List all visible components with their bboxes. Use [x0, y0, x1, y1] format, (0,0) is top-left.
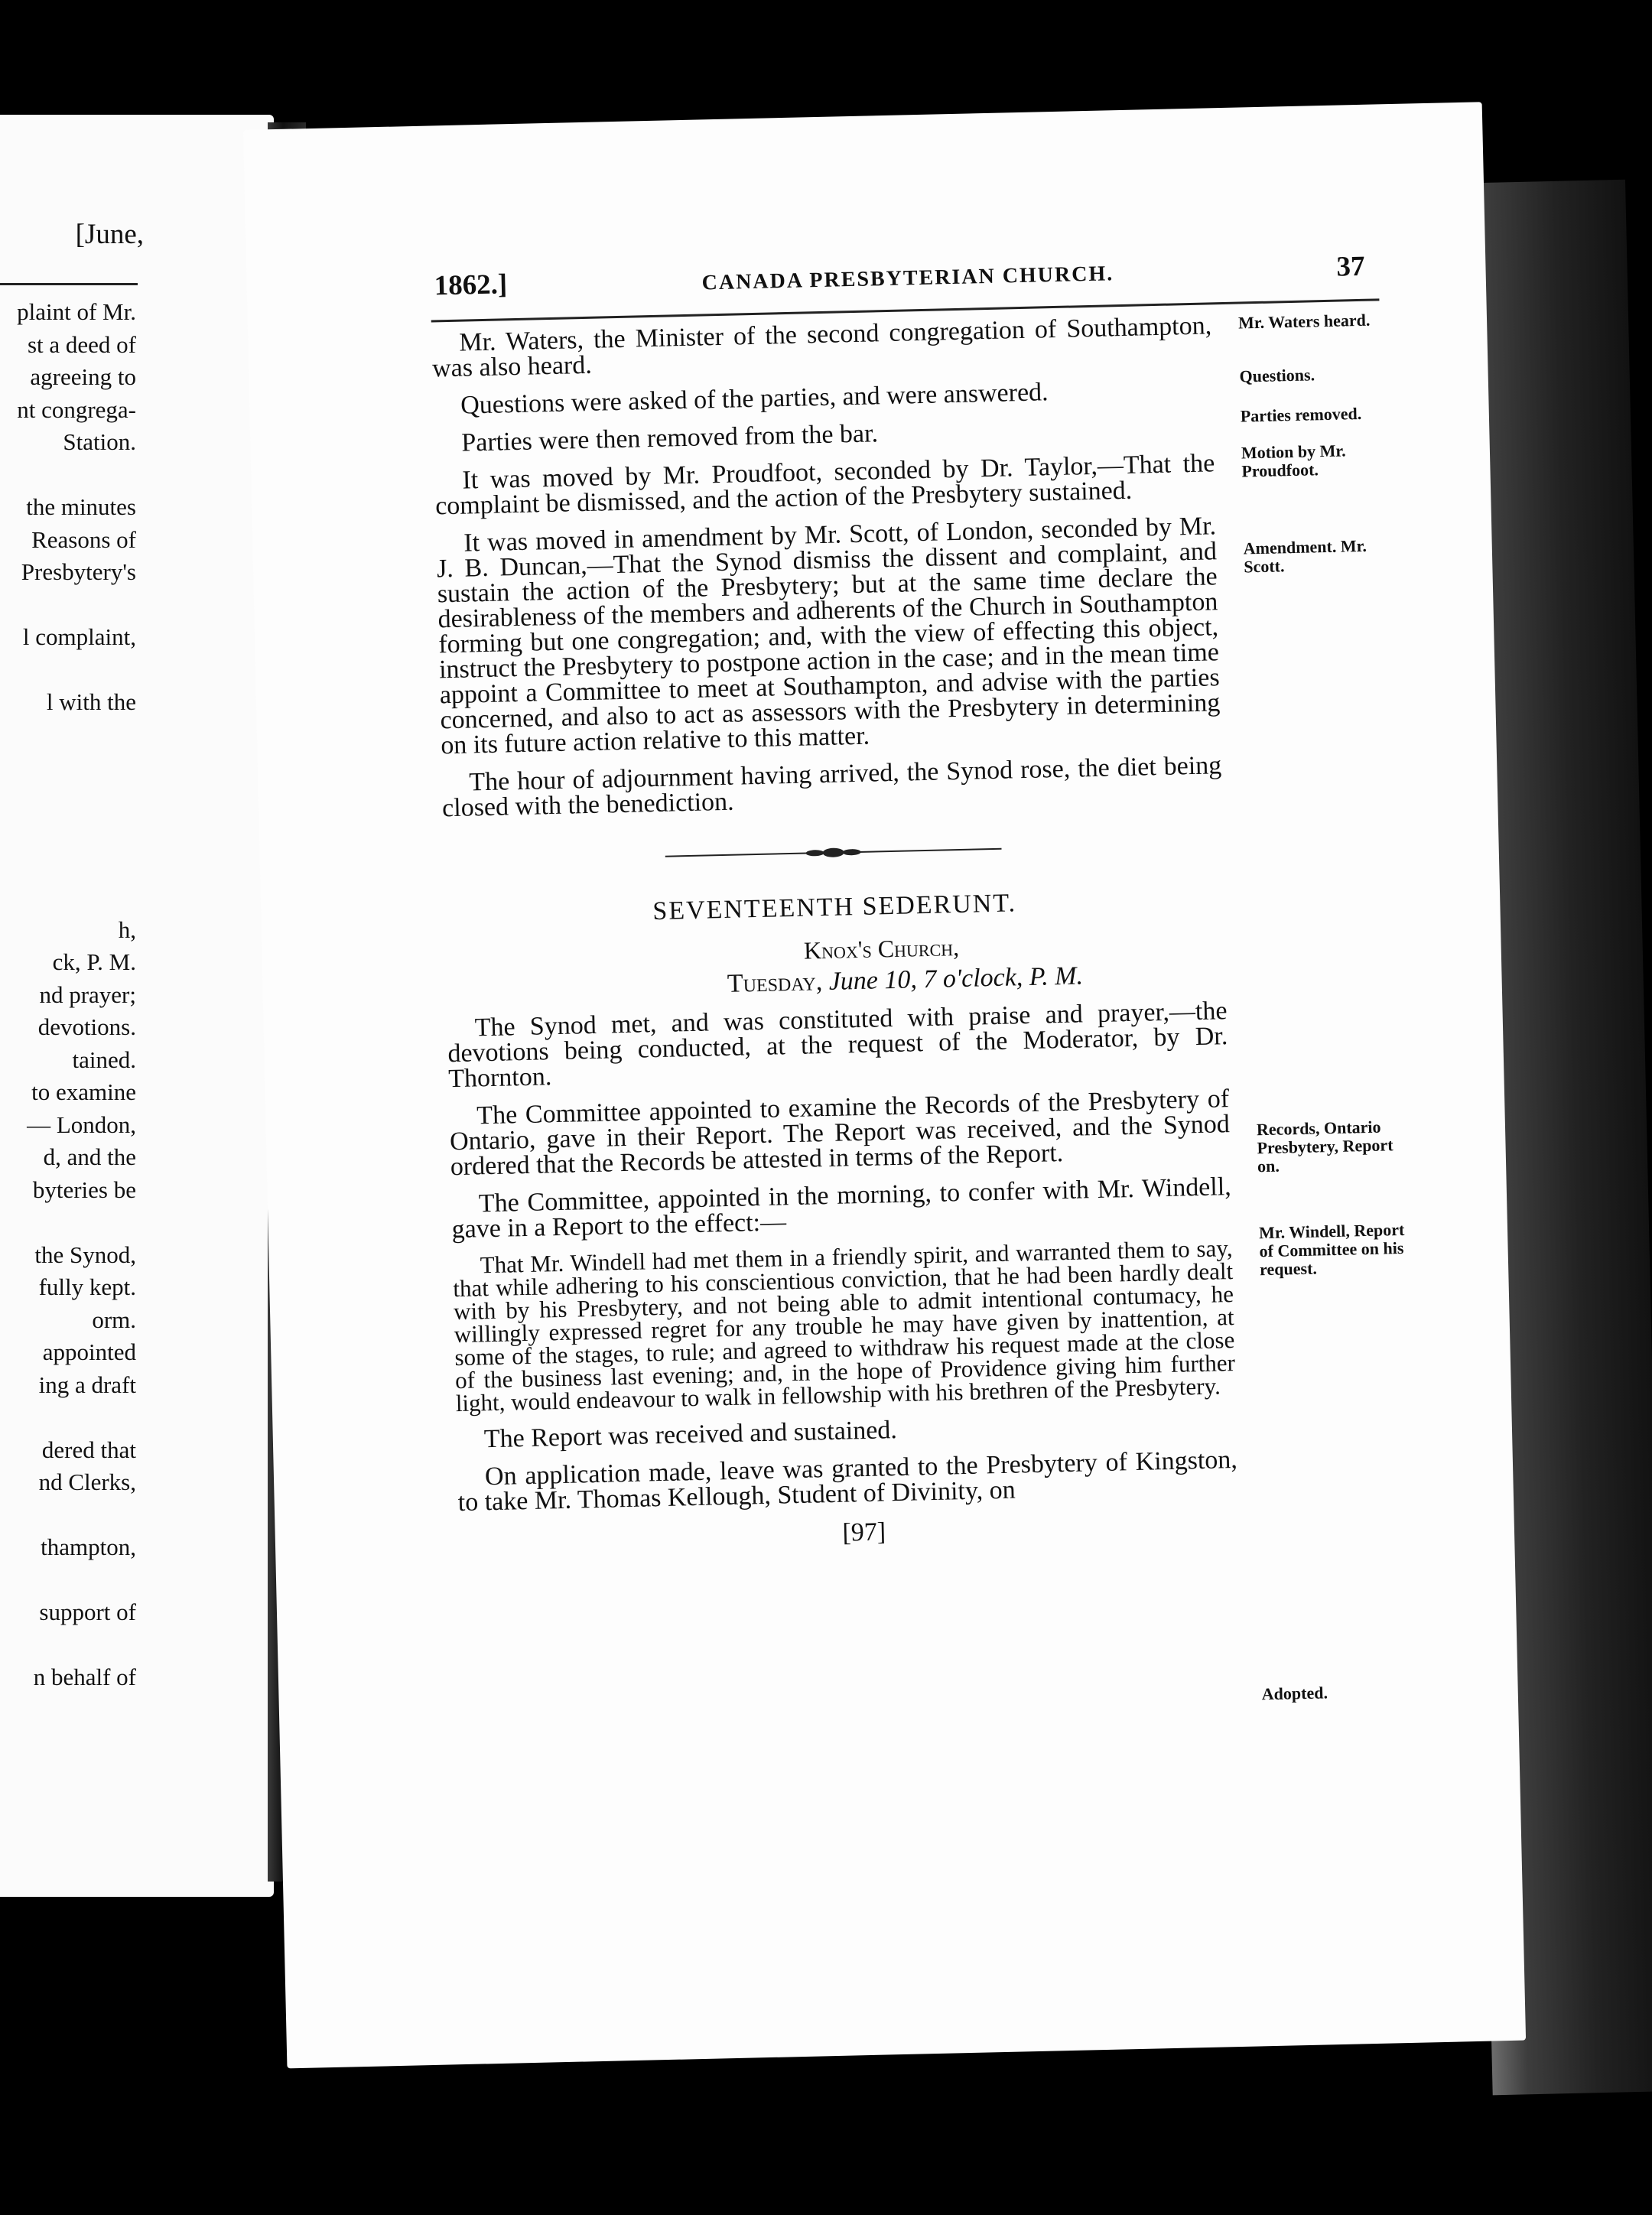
running-head-year: 1862.]	[434, 268, 508, 302]
left-page-line: dered that	[41, 1436, 136, 1463]
left-page-line: l complaint,	[22, 623, 136, 650]
margin-note-windell: Mr. Windell, Report of Committee on his request.	[1258, 1219, 1405, 1280]
left-page-line: nt congrega-	[17, 395, 136, 423]
paragraph-synod-met: The Synod met, and was constituted with praise and prayer,—the devotions being conducted, at the request of the Moderator, by Dr. Thornton.	[447, 997, 1228, 1094]
left-page-line: Presbytery's	[21, 558, 136, 585]
paragraph-kellough: On application made, leave was granted to the Presbytery of Kingston, to take Mr. Thomas Kellough, Student of Divinity, on	[457, 1445, 1238, 1517]
left-page-line: Reasons of	[31, 525, 136, 553]
page-body	[431, 313, 1239, 1556]
paragraph-report-sustained: The Report was received and sustained.	[483, 1416, 898, 1454]
right-page	[243, 102, 1526, 2068]
left-page-line: nd prayer;	[39, 981, 136, 1008]
left-page-line: nd Clerks,	[38, 1469, 136, 1495]
left-page	[0, 115, 274, 1897]
left-page-line: st a deed of	[27, 330, 136, 358]
ornament-rule	[443, 815, 1224, 886]
paragraph-records-ontario: The Committee appointed to examine the Records of the Presbytery of Ontario, gave in their Report. The Report was received, and the Synod ordered that the Records be attested in terms of the Report.	[449, 1085, 1231, 1182]
paragraph-windell-report: That Mr. Windell had met them in a friendly spirit, and warranted them to say, that while adhering to his conscientious conviction, that he had been hardly dealt with by his Presbytery, and not being able to admit intentional contumacy, he willingly expressed regret for any trouble he may have given by inattention, at some of the stages, to rule; and agreed to withdraw his request made at the close of the business last evening; and, in the hope of Providence giving him further light, would endeavour to walk in fellowship with his brethren of the Presbytery.	[453, 1234, 1236, 1417]
meeting-time: June 10, 7 o'clock, P. M.	[828, 961, 1084, 996]
paragraph-questions: Questions were asked of the parties, and were answered.	[460, 378, 1049, 420]
paragraph-motion: It was moved by Mr. Proudfoot, seconded by Dr. Taylor,—That the complaint be dismissed, and the action of the Presbytery sustained.	[434, 449, 1215, 521]
margin-note-questions: Questions.	[1239, 365, 1315, 386]
running-head-title: CANADA PRESBYTERIAN CHURCH.	[701, 262, 1114, 295]
left-page-line: Station.	[63, 428, 136, 455]
margin-note-waters: Mr. Waters heard.	[1237, 310, 1371, 333]
margin-note-amendment: Amendment. Mr. Scott.	[1243, 535, 1367, 577]
left-page-line: the Synod,	[34, 1241, 136, 1268]
left-page-line: devotions.	[37, 1013, 136, 1040]
left-page-line: ck, P. M.	[52, 948, 136, 975]
meeting-day: Tuesday,	[727, 968, 823, 998]
left-page-line: fully kept.	[38, 1273, 136, 1300]
left-page-line: agreeing to	[30, 363, 136, 390]
paragraph-windell-committee: The Committee, appointed in the morning, to confer with Mr. Windell, gave in a Report to the effect:—	[451, 1173, 1232, 1244]
signature-mark: [97]	[842, 1517, 886, 1547]
margin-note-records: Records, Ontario Presbytery, Report on.	[1256, 1117, 1393, 1176]
paragraph-parties: Parties were then removed from the bar.	[460, 419, 879, 457]
left-page-line: the minutes	[26, 493, 136, 520]
left-page-line: h,	[118, 916, 136, 943]
left-page-header: [June,	[75, 219, 144, 250]
left-page-line: ing a draft	[38, 1371, 136, 1398]
left-page-line: orm.	[92, 1306, 136, 1333]
paragraph-waters: Mr. Waters, the Minister of the second congregation of Southampton, was also heard.	[431, 311, 1212, 383]
paragraph-amendment: It was moved in amendment by Mr. Scott, of London, seconded by Mr. J. B. Duncan,—That the Synod dismiss the dissent and complaint, and sustain the action of the Presbytery; but at the same time declare the desirableness of the members and adherents of the Church in Southampton forming but one congregation; and, with the view of effecting this object, instruct the Presbytery to postpone action in the case; and in the mean time appoint a Committee to meet at Southampton, and advise with the parties concerned, and also to act as assessors with the Presbytery in determining on its future action relative to this matter.	[436, 512, 1221, 760]
left-page-line: byteries be	[32, 1176, 136, 1203]
page-number: 37	[1335, 250, 1365, 283]
meeting-place: Knox's Church,	[803, 933, 960, 964]
left-page-line: n behalf of	[33, 1664, 136, 1690]
left-page-rule	[0, 283, 138, 285]
left-page-line: l with the	[46, 688, 136, 715]
margin-note-parties: Parties removed.	[1240, 403, 1362, 426]
left-page-line: support of	[39, 1599, 136, 1625]
left-page-line: appointed	[42, 1338, 136, 1365]
left-page-line: plaint of Mr.	[17, 298, 136, 325]
paragraph-adjournment: The hour of adjournment having arrived, the Synod rose, the diet being closed with the benediction.	[441, 751, 1222, 823]
section-heading: SEVENTEENTH SEDERUNT.	[652, 889, 1017, 926]
margin-note-adopted: Adopted.	[1261, 1683, 1328, 1704]
ornament-icon	[665, 839, 1001, 867]
left-page-line: — London,	[27, 1111, 136, 1138]
left-page-line: d, and the	[43, 1143, 136, 1170]
margin-note-motion: Motion by Mr. Proudfoot.	[1241, 441, 1346, 481]
left-page-line: thampton,	[41, 1534, 136, 1560]
left-page-line: tained.	[72, 1046, 136, 1073]
left-page-line: to examine	[31, 1078, 136, 1105]
